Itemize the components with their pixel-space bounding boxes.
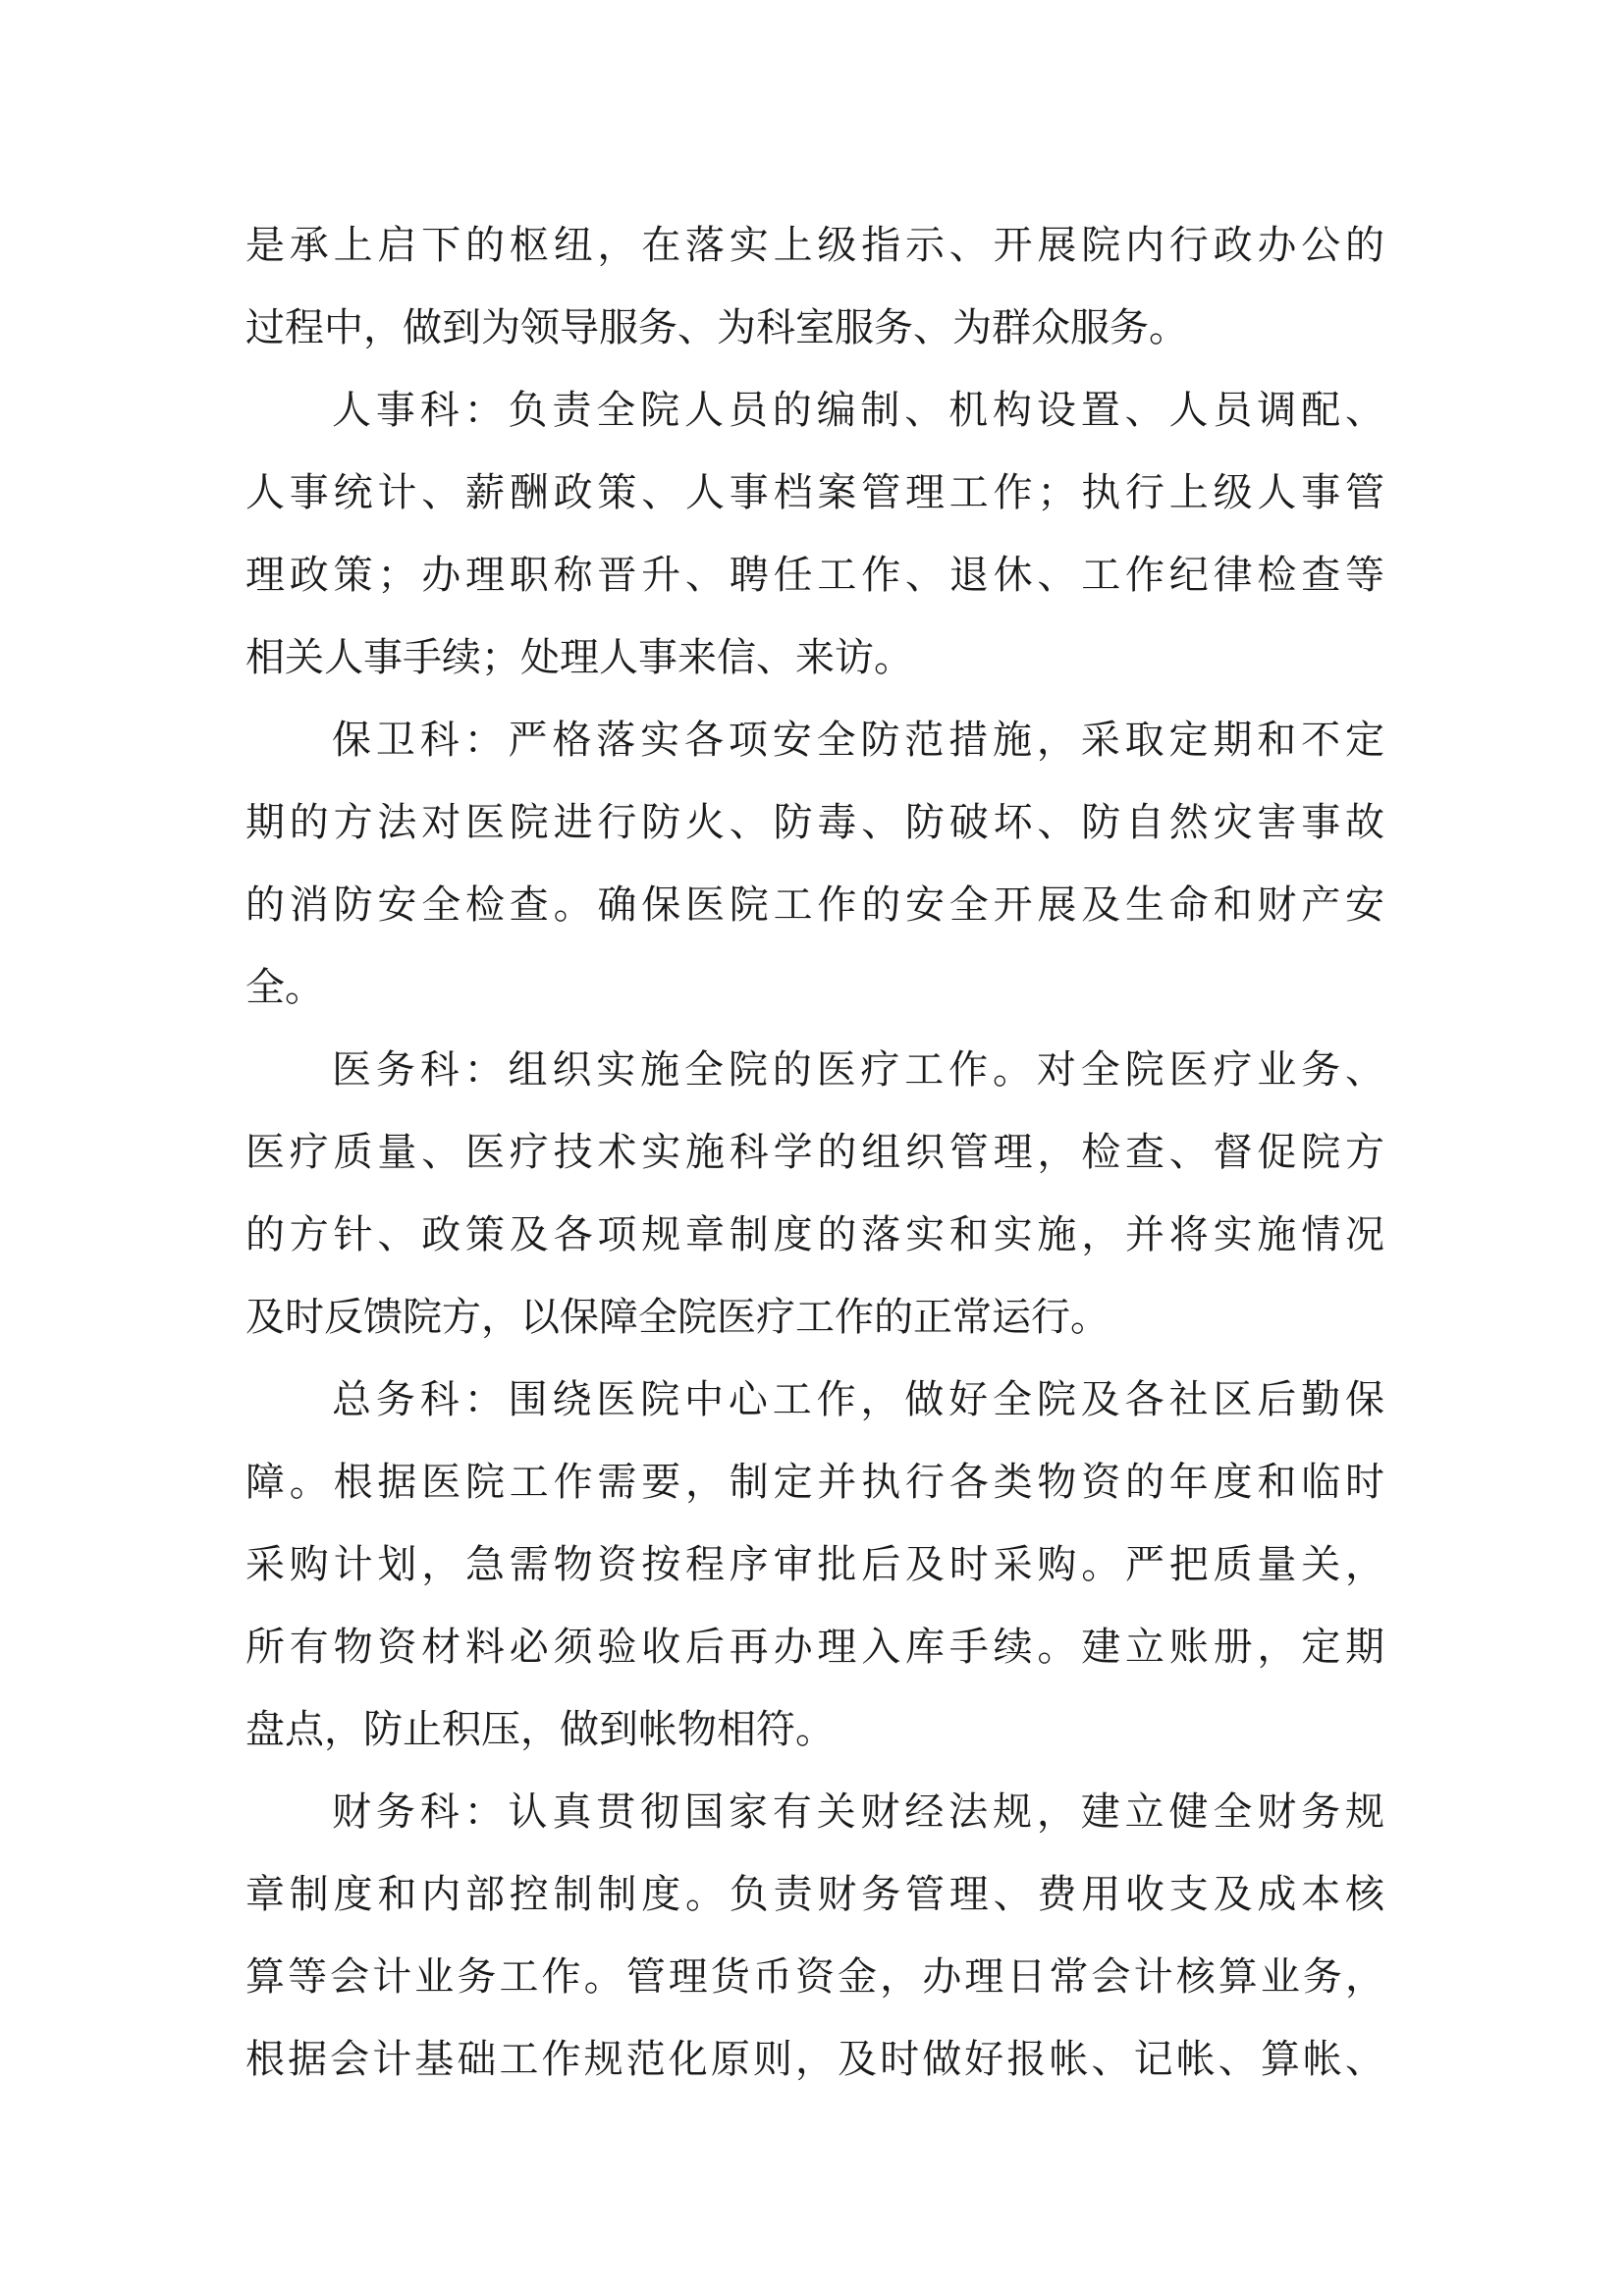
text-line: 采购计划，急需物资按程序审批后及时采购。严把质量关， bbox=[245, 1542, 1384, 1587]
paragraph-start-line: 保卫科：严格落实各项安全防范措施，采取定期和不定 bbox=[332, 718, 1384, 763]
text-line: 的消防安全检查。确保医院工作的安全开展及生命和财产安 bbox=[245, 882, 1384, 928]
text-line: 章制度和内部控制制度。负责财务管理、费用收支及成本核 bbox=[245, 1872, 1384, 1917]
document-body bbox=[245, 204, 1384, 2101]
text-line: 的方针、政策及各项规章制度的落实和实施，并将实施情况 bbox=[245, 1212, 1384, 1257]
text-line: 障。根据医院工作需要，制定并执行各类物资的年度和临时 bbox=[245, 1460, 1384, 1505]
paragraph-start-line: 医务科：组织实施全院的医疗工作。对全院医疗业务、 bbox=[332, 1047, 1384, 1093]
text-line: 全。 bbox=[245, 965, 324, 1010]
text-line: 相关人事手续；处理人事来信、来访。 bbox=[245, 635, 913, 680]
paragraph-start-line: 财务科：认真贯彻国家有关财经法规，建立健全财务规 bbox=[332, 1789, 1384, 1835]
text-line: 所有物资材料必须验收后再办理入库手续。建立账册，定期 bbox=[245, 1625, 1384, 1670]
text-line: 是承上启下的枢纽，在落实上级指示、开展院内行政办公的 bbox=[245, 223, 1384, 268]
text-line: 盘点，防止积压，做到帐物相符。 bbox=[245, 1707, 835, 1752]
text-line: 算等会计业务工作。管理货币资金，办理日常会计核算业务， bbox=[245, 1954, 1384, 2000]
text-line: 根据会计基础工作规范化原则，及时做好报帐、记帐、算帐、 bbox=[245, 2037, 1384, 2082]
text-line: 人事统计、薪酬政策、人事档案管理工作；执行上级人事管 bbox=[245, 470, 1384, 515]
paragraph-start-line: 总务科：围绕医院中心工作，做好全院及各社区后勤保 bbox=[332, 1377, 1384, 1422]
paragraph-start-line: 人事科：负责全院人员的编制、机构设置、人员调配、 bbox=[332, 388, 1384, 433]
text-line: 医疗质量、医疗技术实施科学的组织管理，检查、督促院方 bbox=[245, 1130, 1384, 1175]
text-line: 理政策；办理职称晋升、聘任工作、退休、工作纪律检查等 bbox=[245, 553, 1384, 598]
text-line: 期的方法对医院进行防火、防毒、防破坏、防自然灾害事故 bbox=[245, 800, 1384, 845]
text-line: 及时反馈院方，以保障全院医疗工作的正常运行。 bbox=[245, 1295, 1110, 1340]
text-line: 过程中，做到为领导服务、为科室服务、为群众服务。 bbox=[245, 305, 1188, 350]
